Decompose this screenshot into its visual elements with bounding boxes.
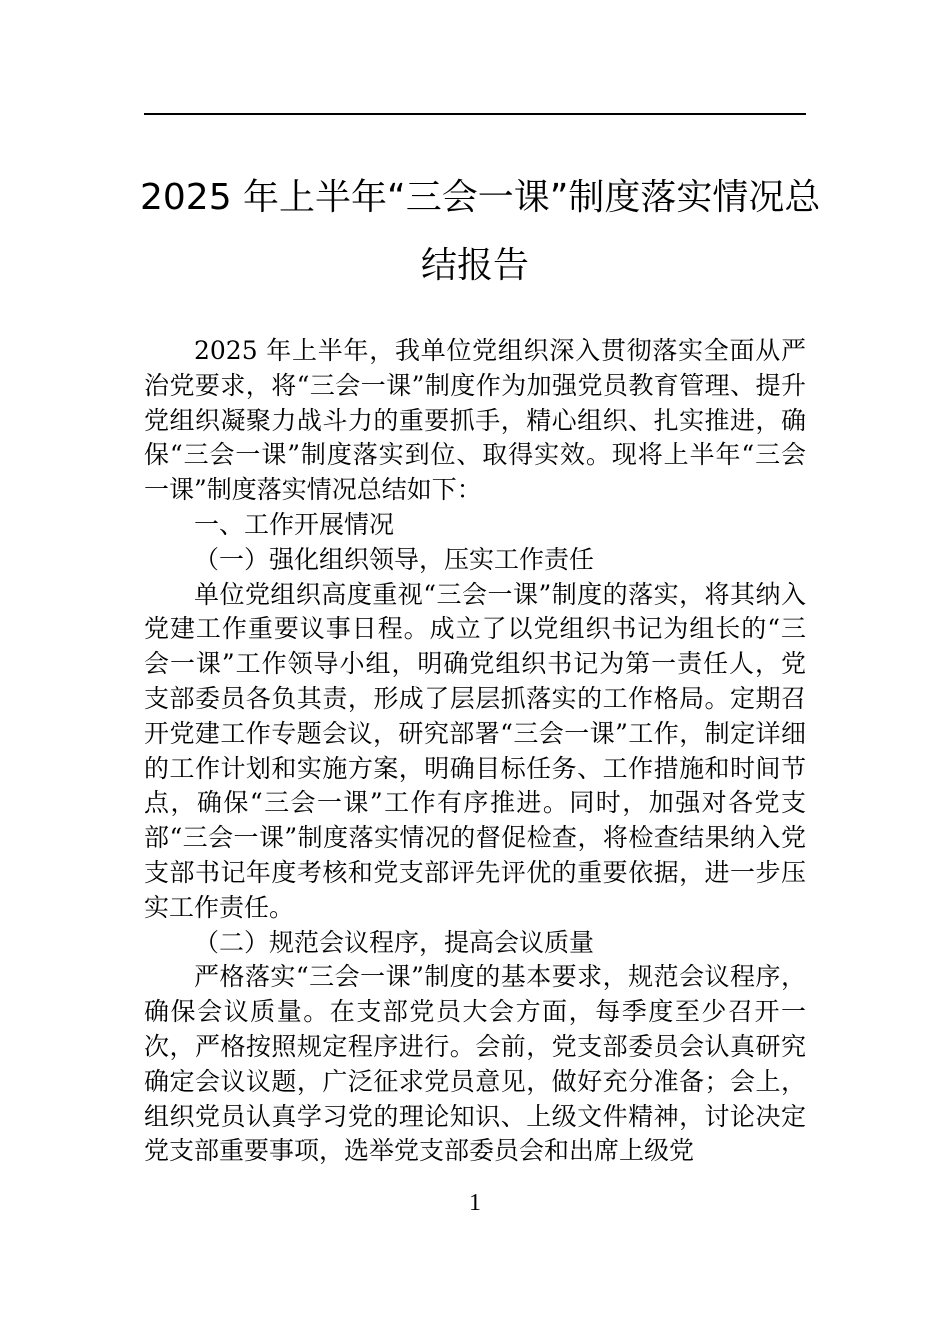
intro-paragraph: 2025 年上半年，我单位党组织深入贯彻落实全面从严治党要求，将“三会一课”制度作为加强党员教育管理、提升党组织凝聚力战斗力的重要抓手，精心组织、扎实推进，确保“三会一课”制度落实到位、取得实效。现将上半年“三会一课”制度落实情况总结如下： <box>144 336 806 505</box>
section-heading-work-status: 一、工作开展情况 <box>194 509 395 539</box>
header-rule <box>144 113 806 115</box>
title-line-2: 结报告 <box>420 245 529 286</box>
subsection-heading-meeting-procedure: （二）规范会议程序，提高会议质量 <box>194 927 595 957</box>
subsection-heading-leadership: （一）强化组织领导，压实工作责任 <box>194 544 595 574</box>
document-body <box>144 334 806 1169</box>
page-number: 1 <box>469 1190 481 1216</box>
title-line-1: 2025 年上半年“三会一课”制度落实情况总 <box>140 177 821 218</box>
leadership-paragraph: 单位党组织高度重视“三会一课”制度的落实，将其纳入党建工作重要议事日程。成立了以党组织书记为组长的“三会一课”工作领导小组，明确党组织书记为第一责任人，党支部委员各负其责，形成了层层抓落实的工作格局。定期召开党建工作专题会议，研究部署“三会一课”工作，制定详细的工作计划和实施方案，明确目标任务、工作措施和时间节点，确保“三会一课”工作有序推进。同时，加强对各党支部“三会一课”制度落实情况的督促检查，将检查结果纳入党支部书记年度考核和党支部评先评优的重要依据，进一步压实工作责任。 <box>144 579 806 922</box>
document-title <box>140 164 821 300</box>
meeting-procedure-paragraph: 严格落实“三会一课”制度的基本要求，规范会议程序，确保会议质量。在支部党员大会方面，每季度至少召开一次，严格按照规定程序进行。会前，党支部委员会认真研究确定会议议题，广泛征求党员意见，做好充分准备；会上，组织党员认真学习党的理论知识、上级文件精神，讨论决定党支部重要事项，选举党支部委员会和出席上级党 <box>144 962 806 1166</box>
